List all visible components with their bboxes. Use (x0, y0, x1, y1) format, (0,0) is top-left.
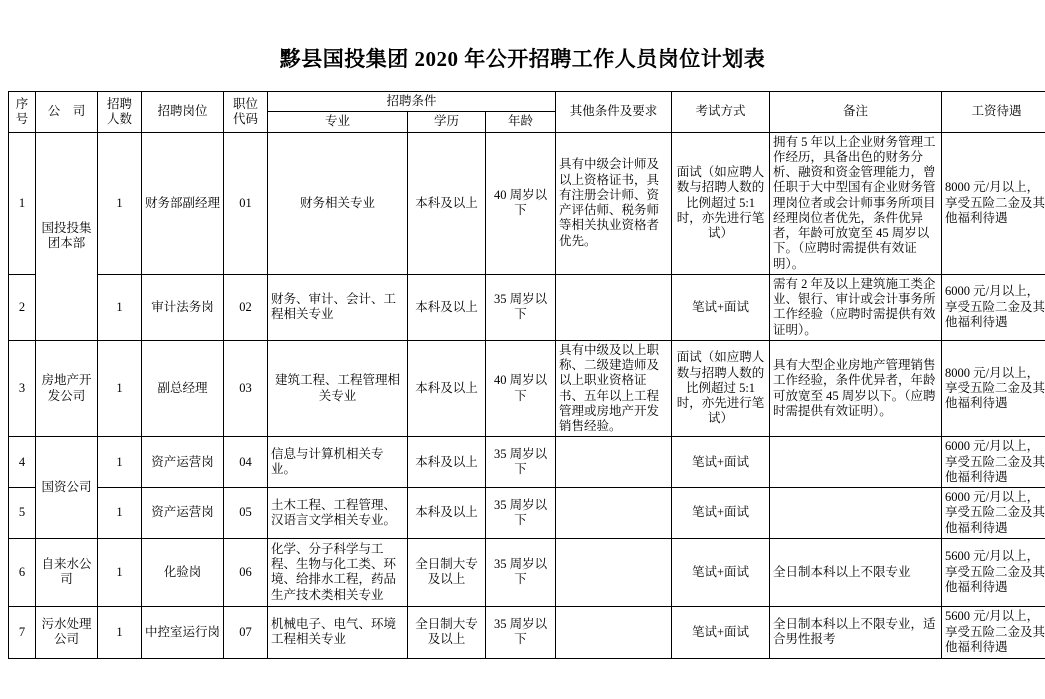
cell-exam: 面试（如应聘人数与招聘人数的比例超过 5:1 时，亦先进行笔试） (672, 132, 770, 274)
cell-remark: 需有 2 年及以上建筑施工类企业、银行、审计或会计事务所工作经验（应聘时需提供有效证明）。 (770, 274, 942, 340)
table-row (9, 538, 1045, 606)
cell-post: 资产运营岗 (142, 488, 224, 539)
cell-seq: 3 (9, 340, 36, 437)
cell-post: 化验岗 (142, 538, 224, 606)
cell-other (556, 437, 672, 488)
cell-major: 财务、审计、会计、工程相关专业 (268, 274, 408, 340)
cell-code: 06 (224, 538, 268, 606)
cell-salary: 8000 元/月以上，享受五险二金及其他福利待遇 (942, 132, 1045, 274)
cell-exam: 笔试+面试 (672, 437, 770, 488)
cell-remark: 具有大型企业房地产管理销售工作经验，条件优异者，年龄可放宽至 45 周岁以下。（应聘时需提供有效证明）。 (770, 340, 942, 437)
cell-seq: 2 (9, 274, 36, 340)
cell-education: 本科及以上 (408, 274, 486, 340)
cell-education: 本科及以上 (408, 437, 486, 488)
cell-age: 35 周岁以下 (486, 606, 556, 658)
cell-major: 机械电子、电气、环境工程相关专业 (268, 606, 408, 658)
header-major: 专业 (268, 112, 408, 132)
cell-age: 35 周岁以下 (486, 274, 556, 340)
cell-exam: 面试（如应聘人数与招聘人数的比例超过 5:1 时，亦先进行笔试） (672, 340, 770, 437)
header-conditions: 招聘条件 (268, 92, 556, 112)
cell-other (556, 538, 672, 606)
table-row (9, 340, 1045, 437)
cell-major: 化学、分子科学与工程、生物与化工类、环境、给排水工程，药品生产技术类相关专业 (268, 538, 408, 606)
table-row (9, 132, 1045, 274)
cell-other: 具有中级及以上职称、二级建造师及以上职业资格证书、五年以上工程管理或房地产开发销售经验。 (556, 340, 672, 437)
cell-company: 国投投集团本部 (36, 132, 98, 340)
cell-post: 资产运营岗 (142, 437, 224, 488)
cell-major: 建筑工程、工程管理相关专业 (268, 340, 408, 437)
cell-remark (770, 437, 942, 488)
cell-exam: 笔试+面试 (672, 606, 770, 658)
cell-age: 35 周岁以下 (486, 437, 556, 488)
cell-education: 本科及以上 (408, 132, 486, 274)
table-row (9, 274, 1045, 340)
cell-other: 具有中级会计师及以上资格证书，具有注册会计师、资产评估师、税务师等相关执业资格者优先。 (556, 132, 672, 274)
cell-major: 信息与计算机相关专业。 (268, 437, 408, 488)
cell-other (556, 488, 672, 539)
cell-num: 1 (98, 538, 142, 606)
cell-post: 副总经理 (142, 340, 224, 437)
cell-num: 1 (98, 606, 142, 658)
cell-exam: 笔试+面试 (672, 488, 770, 539)
header-other: 其他条件及要求 (556, 92, 672, 133)
cell-education: 本科及以上 (408, 340, 486, 437)
cell-education: 全日制大专及以上 (408, 538, 486, 606)
header-code: 职位代码 (224, 92, 268, 133)
header-company: 公 司 (36, 92, 98, 133)
header-num: 招聘人数 (98, 92, 142, 133)
cell-code: 07 (224, 606, 268, 658)
cell-company: 污水处理公司 (36, 606, 98, 658)
cell-remark: 全日制本科以上不限专业 (770, 538, 942, 606)
header-post: 招聘岗位 (142, 92, 224, 133)
recruitment-plan-table (8, 91, 1045, 659)
header-remark: 备注 (770, 92, 942, 133)
cell-salary: 6000 元/月以上，享受五险二金及其他福利待遇 (942, 488, 1045, 539)
cell-seq: 1 (9, 132, 36, 274)
cell-salary: 5600 元/月以上，享受五险二金及其他福利待遇 (942, 606, 1045, 658)
cell-post: 财务部副经理 (142, 132, 224, 274)
cell-salary: 6000 元/月以上，享受五险二金及其他福利待遇 (942, 437, 1045, 488)
cell-seq: 7 (9, 606, 36, 658)
table-header-row-1 (9, 92, 1045, 112)
cell-num: 1 (98, 274, 142, 340)
cell-code: 02 (224, 274, 268, 340)
cell-remark (770, 488, 942, 539)
cell-age: 35 周岁以下 (486, 488, 556, 539)
cell-salary: 6000 元/月以上，享受五险二金及其他福利待遇 (942, 274, 1045, 340)
cell-remark: 全日制本科以上不限专业，适合男性报考 (770, 606, 942, 658)
cell-seq: 6 (9, 538, 36, 606)
header-seq: 序号 (9, 92, 36, 133)
cell-post: 中控室运行岗 (142, 606, 224, 658)
cell-company: 房地产开发公司 (36, 340, 98, 437)
cell-num: 1 (98, 437, 142, 488)
header-age: 年龄 (486, 112, 556, 132)
cell-num: 1 (98, 488, 142, 539)
table-row (9, 488, 1045, 539)
cell-code: 04 (224, 437, 268, 488)
cell-age: 40 周岁以下 (486, 340, 556, 437)
header-education: 学历 (408, 112, 486, 132)
cell-education: 本科及以上 (408, 488, 486, 539)
page-title: 黟县国投集团 2020 年公开招聘工作人员岗位计划表 (279, 47, 766, 71)
table-row (9, 437, 1045, 488)
cell-major: 财务相关专业 (268, 132, 408, 274)
cell-age: 35 周岁以下 (486, 538, 556, 606)
header-exam: 考试方式 (672, 92, 770, 133)
cell-num: 1 (98, 132, 142, 274)
cell-num: 1 (98, 340, 142, 437)
header-salary: 工资待遇 (942, 92, 1045, 133)
cell-salary: 8000 元/月以上，享受五险二金及其他福利待遇 (942, 340, 1045, 437)
cell-seq: 5 (9, 488, 36, 539)
cell-exam: 笔试+面试 (672, 538, 770, 606)
cell-company: 国资公司 (36, 437, 98, 539)
cell-salary: 5600 元/月以上，享受五险二金及其他福利待遇 (942, 538, 1045, 606)
cell-code: 05 (224, 488, 268, 539)
cell-other (556, 274, 672, 340)
cell-seq: 4 (9, 437, 36, 488)
cell-major: 土木工程、工程管理、汉语言文学相关专业。 (268, 488, 408, 539)
cell-company: 自来水公司 (36, 538, 98, 606)
cell-age: 40 周岁以下 (486, 132, 556, 274)
cell-other (556, 606, 672, 658)
cell-code: 03 (224, 340, 268, 437)
cell-code: 01 (224, 132, 268, 274)
cell-remark: 拥有 5 年以上企业财务管理工作经历，具备出色的财务分析、融资和资金管理能力，曾任职于大中型国有企业财务管理岗位者或会计师事务所项目经理岗位者优先，条件优异者，年龄可放宽至 45 周岁以下。（应聘时需提供有效证明）。 (770, 132, 942, 274)
cell-exam: 笔试+面试 (672, 274, 770, 340)
cell-education: 全日制大专及以上 (408, 606, 486, 658)
cell-post: 审计法务岗 (142, 274, 224, 340)
table-row (9, 606, 1045, 658)
